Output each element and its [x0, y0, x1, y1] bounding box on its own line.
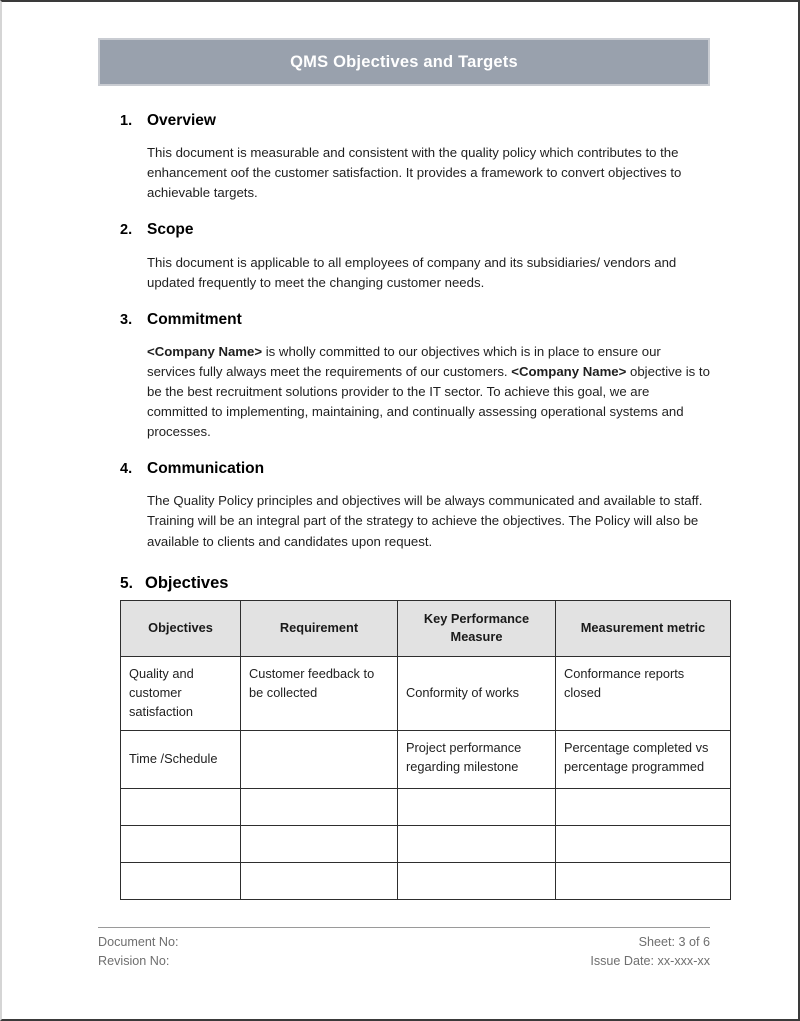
- table-cell: [241, 788, 398, 825]
- table-cell: [241, 825, 398, 862]
- objectives-table: [120, 600, 731, 900]
- section-body: [147, 253, 710, 293]
- table-row: [121, 788, 731, 825]
- footer-issue-date: Issue Date: xx-xxx-xx: [590, 954, 710, 969]
- section-body: [147, 143, 710, 203]
- table-cell: [241, 730, 398, 788]
- table-cell: Customer feedback to be collected: [241, 656, 398, 730]
- objectives-table-head: [121, 600, 731, 656]
- section-objectives-heading: [120, 574, 710, 593]
- table-cell: Quality and customer satisfaction: [121, 656, 241, 730]
- table-cell: [241, 862, 398, 899]
- table-cell: [398, 825, 556, 862]
- section-scope: [98, 221, 710, 292]
- section-number: 1.: [120, 113, 133, 129]
- table-row: [121, 862, 731, 899]
- section-number: 2.: [120, 222, 133, 239]
- table-cell: Conformity of works: [398, 656, 556, 730]
- section-objectives: [98, 574, 710, 900]
- table-cell: [398, 862, 556, 899]
- body-text: objective is to be the best recruitment solutions provider to the IT sector. To achieve this goal, we are committed to implementing, maintaining, and continually assessing operational systems and processes.: [147, 363, 710, 440]
- section-heading: [120, 311, 710, 329]
- section-title: Scope: [147, 221, 194, 239]
- table-row: [121, 656, 731, 730]
- page-content: [2, 2, 798, 1019]
- company-name-placeholder: <Company Name>: [147, 343, 263, 359]
- table-cell: [556, 788, 731, 825]
- section-heading: [120, 112, 710, 130]
- objectives-table-body: [121, 656, 731, 899]
- section-commitment: [98, 311, 710, 443]
- section-body: [147, 342, 710, 442]
- section-title: Commitment: [147, 310, 242, 328]
- table-cell: Time /Schedule: [121, 730, 241, 788]
- section-title: Overview: [147, 112, 216, 129]
- footer-revision-no: Revision No:: [98, 954, 170, 969]
- body-text: This document is applicable to all employees of company and its subsidiaries/ vendors and updated frequently to meet the changing customer needs.: [147, 254, 677, 290]
- table-cell: Conformance reports closed: [556, 656, 731, 730]
- company-name-placeholder: <Company Name>: [511, 363, 627, 379]
- footer-document-no: Document No:: [98, 934, 179, 949]
- body-text: is wholly committed to our objectives which is in place to ensure our services fully always meet the requirements of our customers.: [147, 343, 661, 379]
- section-objectives-title: Objectives: [145, 573, 229, 592]
- section-title: Communication: [147, 460, 265, 478]
- section-communication: [98, 460, 710, 551]
- table-header-cell: Measurement metric: [556, 600, 731, 656]
- table-cell: [398, 788, 556, 825]
- section-heading: [120, 460, 710, 478]
- footer-row-top: [98, 933, 710, 953]
- body-text: This document is measurable and consistent with the quality policy which contributes to the enhancement oof the customer satisfaction. It provides a framework to convert objectives to achievable targets.: [147, 145, 682, 201]
- footer-sheet-number: Sheet: 3 of 6: [638, 934, 710, 949]
- table-cell: [121, 788, 241, 825]
- table-cell: [556, 825, 731, 862]
- footer-row-bottom: [98, 952, 710, 972]
- table-header-cell: Key Performance Measure: [398, 600, 556, 656]
- table-row: [121, 730, 731, 788]
- page-footer: [98, 927, 710, 972]
- section-number: 4.: [120, 461, 133, 478]
- section-body: [147, 491, 710, 551]
- table-header-row: [121, 600, 731, 656]
- section-objectives-number: 5.: [120, 574, 133, 592]
- section-heading: [120, 221, 710, 239]
- section-overview: [98, 112, 710, 203]
- sections-container: [98, 112, 710, 552]
- table-row: [121, 825, 731, 862]
- table-header-cell: Objectives: [121, 600, 241, 656]
- table-cell: [121, 825, 241, 862]
- body-text: The Quality Policy principles and objectives will be always communicated and available to staff. Training will be an integral part of the strategy to achieve the objectives. The Policy will also be available to clients and candidates upon request.: [147, 493, 703, 549]
- document-title-banner: [98, 38, 710, 86]
- section-number: 3.: [120, 311, 133, 328]
- table-cell: [121, 862, 241, 899]
- table-cell: Project performance regarding milestone: [398, 730, 556, 788]
- table-cell: [556, 862, 731, 899]
- page-title: QMS Objectives and Targets: [290, 52, 518, 71]
- table-header-cell: Requirement: [241, 600, 398, 656]
- table-cell: Percentage completed vs percentage programmed: [556, 730, 731, 788]
